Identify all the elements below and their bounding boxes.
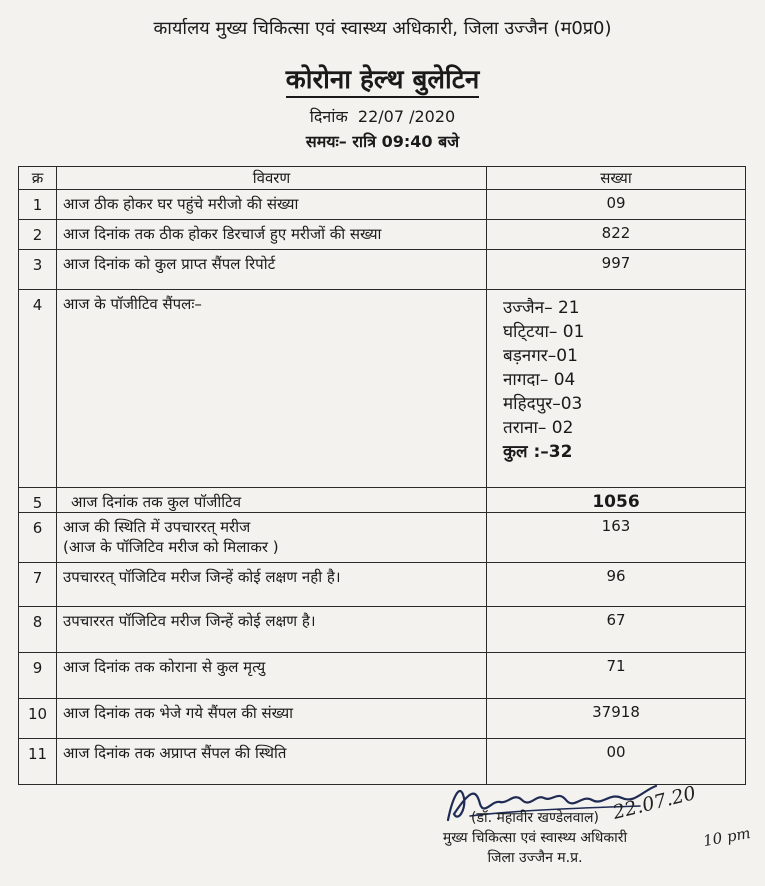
table-row — [19, 250, 746, 290]
list-item: घटि्टया– 01 — [503, 322, 585, 342]
table-row — [19, 190, 746, 220]
header-desc: विवरण — [57, 167, 487, 190]
row-value: 71 — [487, 653, 746, 699]
row-desc — [57, 513, 487, 563]
row-value: 1056 — [487, 488, 746, 513]
row-no: 7 — [19, 563, 57, 607]
row-no: 3 — [19, 250, 57, 290]
table-row — [19, 513, 746, 563]
header-value: सख्या — [487, 167, 746, 190]
bulletin-title-text: कोरोना हेल्थ बुलेटिन — [286, 65, 480, 98]
table-row — [19, 563, 746, 607]
row-desc: उपचाररत् पॉजिटिव मरीज जिन्हें कोई लक्षण नही है। — [57, 563, 487, 607]
row-desc: आज दिनांक तक कोराना से कुल मृत्यु — [57, 653, 487, 699]
signatory-district: जिला उज्जैन म.प्र. — [487, 850, 583, 866]
positive-total: कुल :–32 — [503, 442, 573, 462]
positive-breakdown-cell — [487, 290, 746, 488]
row-value: 37918 — [487, 699, 746, 739]
row-value: 09 — [487, 190, 746, 220]
row-desc: आज के पॉजीटिव सैंपलः– — [57, 290, 487, 488]
row-value: 163 — [487, 513, 746, 563]
row-desc: आज ठीक होकर घर पहुंचे मरीजो की संख्या — [57, 190, 487, 220]
row-desc-line1: आज की स्थिति में उपचाररत् मरीज — [63, 518, 251, 536]
row-desc: आज दिनांक को कुल प्राप्त सैंपल रिपोर्ट — [57, 250, 487, 290]
list-item: महिदपुर–03 — [503, 394, 583, 414]
positive-breakdown-list — [493, 290, 739, 464]
row-value: 00 — [487, 739, 746, 785]
row-no: 4 — [19, 290, 57, 488]
row-desc: आज दिनांक तक भेजे गये सैंपल की संख्या — [57, 699, 487, 739]
signatory-designation: मुख्य चिकित्सा एवं स्वास्थ्य अधिकारी — [442, 830, 628, 846]
row-value: 822 — [487, 220, 746, 250]
row-no: 6 — [19, 513, 57, 563]
row-desc: उपचाररत पॉजिटिव मरीज जिन्हें कोई लक्षण है। — [57, 607, 487, 653]
list-item: बड़नगर–01 — [503, 346, 578, 366]
row-value: 96 — [487, 563, 746, 607]
header-no: क्र — [19, 167, 57, 190]
table-header-row — [19, 167, 746, 190]
list-item: उज्जैन– 21 — [503, 298, 580, 318]
table-row — [19, 653, 746, 699]
row-desc: आज दिनांक तक अप्राप्त सैंपल की स्थिति — [57, 739, 487, 785]
table-row — [19, 699, 746, 739]
date-value: 22/07 /2020 — [357, 107, 456, 126]
row-no: 1 — [19, 190, 57, 220]
date-line — [0, 105, 765, 127]
table-row — [19, 488, 746, 513]
list-item: नागदा– 04 — [503, 370, 576, 390]
bulletin-table — [18, 166, 746, 785]
row-no: 11 — [19, 739, 57, 785]
list-item: तराना– 02 — [503, 418, 574, 438]
row-no: 9 — [19, 653, 57, 699]
row-value: 997 — [487, 250, 746, 290]
handwritten-time: 10 pm — [701, 823, 752, 851]
row-no: 2 — [19, 220, 57, 250]
signatory-name: (डॉ. महावीर खण्डेलवाल) — [471, 810, 599, 826]
bulletin-title — [0, 60, 765, 96]
table-row — [19, 220, 746, 250]
row-value: 67 — [487, 607, 746, 653]
time-line: समयः– रात्रि 09:40 बजे — [305, 132, 460, 151]
row-desc: आज दिनांक तक कुल पॉजीटिव — [57, 488, 487, 513]
table-row — [19, 290, 746, 488]
row-desc-line2: (आज के पॉजिटिव मरीज को मिलाकर ) — [63, 538, 279, 556]
row-no: 10 — [19, 699, 57, 739]
table-row — [19, 607, 746, 653]
row-desc: आज दिनांक तक ठीक होकर डिरचार्ज हुए मरीजों की सख्या — [57, 220, 487, 250]
date-label: दिनांक — [309, 107, 348, 126]
office-heading: कार्यालय मुख्य चिकित्सा एवं स्वास्थ्य अधिकारी, जिला उज्जैन (म0प्र0) — [153, 18, 612, 39]
handwritten-date: 22.07.20 — [610, 782, 699, 824]
row-no: 8 — [19, 607, 57, 653]
row-no: 5 — [19, 488, 57, 513]
